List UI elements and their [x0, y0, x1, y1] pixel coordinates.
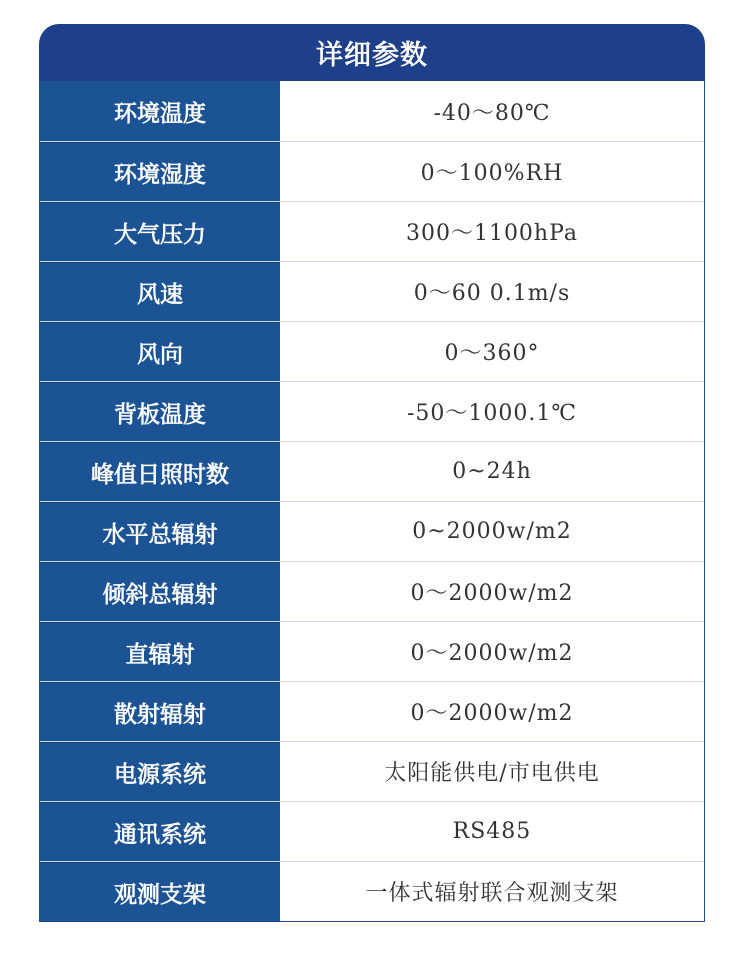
row-value: 0～100%RH — [280, 142, 704, 201]
row-label: 直辐射 — [40, 622, 280, 681]
row-value: 300～1100hPa — [280, 202, 704, 261]
table-row — [40, 381, 704, 441]
row-value: -50～1000.1℃ — [280, 382, 704, 441]
table-row — [40, 741, 704, 801]
row-value: 0～2000w/m2 — [280, 622, 704, 681]
row-value: 太阳能供电/市电供电 — [280, 742, 704, 801]
row-label: 背板温度 — [40, 382, 280, 441]
table-row — [40, 201, 704, 261]
row-label: 散射辐射 — [40, 682, 280, 741]
table-row — [40, 261, 704, 321]
row-value: 0~2000w/m2 — [280, 502, 704, 561]
row-label: 环境温度 — [40, 81, 280, 141]
row-label: 峰值日照时数 — [40, 442, 280, 501]
spec-card — [39, 24, 705, 922]
row-label: 风向 — [40, 322, 280, 381]
row-label: 电源系统 — [40, 742, 280, 801]
row-value: RS485 — [280, 802, 704, 861]
spec-header — [39, 24, 705, 81]
row-value: 一体式辐射联合观测支架 — [280, 862, 704, 921]
row-label: 通讯系统 — [40, 802, 280, 861]
row-value: -40～80℃ — [280, 81, 704, 141]
table-row — [40, 561, 704, 621]
table-row — [40, 861, 704, 921]
spec-table — [39, 81, 705, 922]
table-row — [40, 441, 704, 501]
table-row — [40, 501, 704, 561]
row-value: 0～60 0.1m/s — [280, 262, 704, 321]
table-row — [40, 621, 704, 681]
row-value: 0～360° — [280, 322, 704, 381]
table-row — [40, 141, 704, 201]
row-value: 0～2000w/m2 — [280, 562, 704, 621]
row-label: 水平总辐射 — [40, 502, 280, 561]
table-row — [40, 81, 704, 141]
row-label: 风速 — [40, 262, 280, 321]
table-row — [40, 681, 704, 741]
row-label: 大气压力 — [40, 202, 280, 261]
row-value: 0～2000w/m2 — [280, 682, 704, 741]
row-value: 0~24h — [280, 442, 704, 501]
table-row — [40, 321, 704, 381]
row-label: 环境湿度 — [40, 142, 280, 201]
spec-title: 详细参数 — [316, 40, 428, 71]
row-label: 倾斜总辐射 — [40, 562, 280, 621]
row-label: 观测支架 — [40, 862, 280, 921]
table-row — [40, 801, 704, 861]
